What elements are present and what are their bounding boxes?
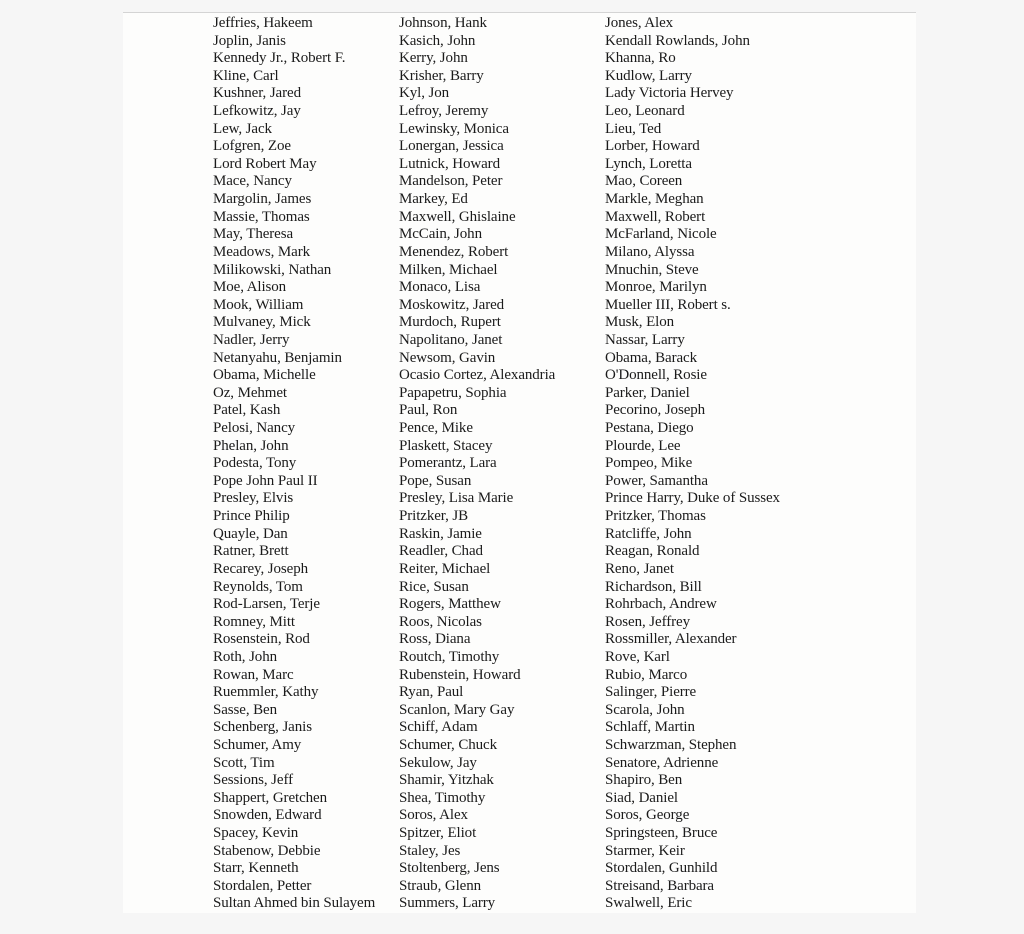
name-entry: Reiter, Michael — [399, 560, 491, 577]
name-entry: Schumer, Amy — [213, 736, 302, 753]
name-entry: Kennedy Jr., Robert F. — [213, 50, 346, 67]
name-entry: Schenberg, Janis — [213, 719, 312, 736]
name-entry: Reynolds, Tom — [213, 578, 303, 595]
name-entry: Lonergan, Jessica — [399, 138, 504, 155]
name-entry: Pence, Mike — [399, 420, 473, 437]
name-entry: Streisand, Barbara — [605, 877, 714, 894]
name-entry: Roth, John — [213, 648, 278, 665]
name-entry: Plaskett, Stacey — [399, 437, 493, 454]
name-entry: Moskowitz, Jared — [399, 296, 505, 313]
name-entry: Reagan, Ronald — [605, 543, 700, 560]
name-entry: Mao, Coreen — [605, 173, 683, 190]
name-entry: Pompeo, Mike — [605, 455, 693, 472]
name-entry: O'Donnell, Rosie — [605, 367, 707, 384]
name-entry: Pestana, Diego — [605, 420, 694, 437]
name-entry: Lefkowitz, Jay — [213, 103, 301, 120]
name-entry: Stordalen, Gunhild — [605, 860, 718, 877]
name-entry: Meadows, Mark — [213, 243, 311, 260]
name-entry: Musk, Elon — [605, 314, 675, 331]
name-entry: Patel, Kash — [213, 402, 281, 419]
name-column-2 — [399, 15, 555, 913]
name-entry: Pritzker, Thomas — [605, 508, 706, 525]
name-entry: Milano, Alyssa — [605, 243, 695, 260]
name-column-3 — [605, 15, 780, 913]
name-entry: Siad, Daniel — [605, 789, 678, 806]
name-entry: Recarey, Joseph — [213, 560, 308, 577]
name-entry: Spacey, Kevin — [213, 825, 299, 842]
name-entry: Spitzer, Eliot — [399, 825, 477, 842]
name-entry: Markle, Meghan — [605, 191, 704, 208]
name-entry: Jeffries, Hakeem — [213, 15, 313, 31]
name-entry: Lord Robert May — [213, 155, 317, 172]
name-entry: Presley, Lisa Marie — [399, 490, 514, 507]
name-entry: Lofgren, Zoe — [213, 138, 291, 155]
name-entry: Pope John Paul II — [213, 472, 318, 489]
name-entry: Margolin, James — [213, 191, 312, 208]
name-entry: Stordalen, Petter — [213, 877, 312, 894]
name-entry: Snowden, Edward — [213, 807, 322, 824]
name-entry: Swalwell, Eric — [605, 895, 692, 912]
name-entry: Rubenstein, Howard — [399, 666, 521, 683]
name-entry: Nassar, Larry — [605, 331, 685, 348]
name-entry: Ratcliffe, John — [605, 525, 692, 542]
name-entry: Lewinsky, Monica — [399, 120, 509, 137]
name-entry: Senatore, Adrienne — [605, 754, 719, 771]
name-entry: Lew, Jack — [213, 120, 272, 137]
name-entry: Rove, Karl — [605, 648, 670, 665]
name-entry: Rice, Susan — [399, 578, 469, 595]
name-entry: Romney, Mitt — [213, 613, 295, 630]
name-entry: Mace, Nancy — [213, 173, 292, 190]
scanned-name-list — [123, 12, 916, 913]
name-entry: Maxwell, Ghislaine — [399, 208, 516, 225]
name-entry: Mook, William — [213, 296, 304, 313]
name-entry: Lorber, Howard — [605, 138, 700, 155]
name-entry: Straub, Glenn — [399, 877, 482, 894]
name-entry: Kerry, John — [399, 50, 468, 67]
name-entry: McFarland, Nicole — [605, 226, 717, 243]
name-entry: Readler, Chad — [399, 543, 483, 560]
name-entry: Rosenstein, Rod — [213, 631, 310, 648]
name-entry: Rowan, Marc — [213, 666, 294, 683]
name-entry: Oz, Mehmet — [213, 384, 287, 401]
name-entry: McCain, John — [399, 226, 482, 243]
name-entry: Sasse, Ben — [213, 701, 277, 718]
name-entry: Pecorino, Joseph — [605, 402, 706, 419]
name-entry: Moe, Alison — [213, 279, 287, 296]
name-entry: Phelan, John — [213, 437, 289, 454]
name-entry: Krisher, Barry — [399, 67, 484, 84]
name-entry: Schwarzman, Stephen — [605, 736, 737, 753]
name-entry: Obama, Michelle — [213, 367, 316, 384]
name-entry: Richardson, Bill — [605, 578, 702, 595]
name-entry: May, Theresa — [213, 226, 294, 243]
name-entry: Lefroy, Jeremy — [399, 103, 489, 120]
name-entry: Sekulow, Jay — [399, 754, 477, 771]
name-entry: Monroe, Marilyn — [605, 279, 707, 296]
name-entry: Summers, Larry — [399, 895, 496, 912]
name-entry: Prince Philip — [213, 508, 290, 525]
name-entry: Staley, Jes — [399, 842, 461, 859]
name-entry: Roos, Nicolas — [399, 613, 482, 630]
name-entry: Prince Harry, Duke of Sussex — [605, 490, 780, 507]
name-entry: Starr, Kenneth — [213, 860, 299, 877]
name-entry: Newsom, Gavin — [399, 349, 496, 366]
name-entry: Starmer, Keir — [605, 842, 685, 859]
name-entry: Napolitano, Janet — [399, 331, 503, 348]
name-entry: Mnuchin, Steve — [605, 261, 699, 278]
name-entry: Shappert, Gretchen — [213, 789, 327, 806]
name-entry: Obama, Barack — [605, 349, 697, 366]
name-entry: Jones, Alex — [605, 15, 674, 31]
name-entry: Soros, Alex — [399, 807, 468, 824]
name-entry: Shapiro, Ben — [605, 772, 683, 789]
name-entry: Ryan, Paul — [399, 684, 464, 701]
name-entry: Leo, Leonard — [605, 103, 685, 120]
name-entry: Kline, Carl — [213, 67, 279, 84]
name-entry: Kendall Rowlands, John — [605, 32, 750, 49]
name-entry: Lieu, Ted — [605, 120, 662, 137]
name-entry: Podesta, Tony — [213, 455, 297, 472]
name-entry: Shea, Timothy — [399, 789, 486, 806]
name-entry: Mulvaney, Mick — [213, 314, 311, 331]
name-entry: Rubio, Marco — [605, 666, 688, 683]
name-entry: Rossmiller, Alexander — [605, 631, 737, 648]
name-entry: Sultan Ahmed bin Sulayem — [213, 895, 376, 912]
name-entry: Pomerantz, Lara — [399, 455, 497, 472]
name-entry: Nadler, Jerry — [213, 331, 290, 348]
name-entry: Springsteen, Bruce — [605, 825, 718, 842]
name-entry: Joplin, Janis — [213, 32, 286, 49]
name-entry: Rohrbach, Andrew — [605, 596, 717, 613]
name-entry: Quayle, Dan — [213, 525, 288, 542]
name-entry: Rogers, Matthew — [399, 596, 501, 613]
name-entry: Scott, Tim — [213, 754, 275, 771]
name-entry: Kushner, Jared — [213, 85, 301, 102]
name-entry: Scarola, John — [605, 701, 685, 718]
name-entry: Schlaff, Martin — [605, 719, 695, 736]
name-column-1 — [213, 15, 375, 913]
name-entry: Raskin, Jamie — [399, 525, 482, 542]
name-entry: Ocasio Cortez, Alexandria — [399, 367, 556, 384]
name-entry: Pope, Susan — [399, 472, 472, 489]
name-entry: Mueller III, Robert s. — [605, 296, 731, 313]
name-entry: Murdoch, Rupert — [399, 314, 501, 331]
name-entry: Rod-Larsen, Terje — [213, 596, 320, 613]
name-entry: Shamir, Yitzhak — [399, 772, 494, 789]
name-entry: Mandelson, Peter — [399, 173, 503, 190]
name-entry: Schumer, Chuck — [399, 736, 497, 753]
name-entry: Lady Victoria Hervey — [605, 85, 734, 102]
name-entry: Plourde, Lee — [605, 437, 681, 454]
name-entry: Khanna, Ro — [605, 50, 676, 67]
name-entry: Ratner, Brett — [213, 543, 289, 560]
name-entry: Routch, Timothy — [399, 648, 500, 665]
name-entry: Power, Samantha — [605, 472, 708, 489]
name-entry: Rosen, Jeffrey — [605, 613, 690, 630]
name-entry: Stoltenberg, Jens — [399, 860, 500, 877]
name-entry: Presley, Elvis — [213, 490, 294, 507]
name-entry: Pritzker, JB — [399, 508, 469, 525]
name-entry: Scanlon, Mary Gay — [399, 701, 515, 718]
name-entry: Menendez, Robert — [399, 243, 509, 260]
name-entry: Papapetru, Sophia — [399, 384, 507, 401]
name-entry: Ruemmler, Kathy — [213, 684, 319, 701]
name-entry: Milken, Michael — [399, 261, 498, 278]
name-entry: Salinger, Pierre — [605, 684, 697, 701]
name-entry: Netanyahu, Benjamin — [213, 349, 342, 366]
name-entry: Soros, George — [605, 807, 690, 824]
name-entry: Schiff, Adam — [399, 719, 478, 736]
name-entry: Lynch, Loretta — [605, 155, 692, 172]
name-entry: Markey, Ed — [399, 191, 468, 208]
name-entry: Johnson, Hank — [399, 15, 487, 31]
name-entry: Pelosi, Nancy — [213, 420, 296, 437]
name-entry: Monaco, Lisa — [399, 279, 481, 296]
name-entry: Massie, Thomas — [213, 208, 310, 225]
name-entry: Kasich, John — [399, 32, 476, 49]
name-entry: Maxwell, Robert — [605, 208, 706, 225]
name-entry: Ross, Diana — [399, 631, 471, 648]
name-entry: Lutnick, Howard — [399, 155, 500, 172]
name-entry: Paul, Ron — [399, 402, 458, 419]
name-entry: Parker, Daniel — [605, 384, 690, 401]
name-entry: Kyl, Jon — [399, 85, 450, 102]
name-entry: Kudlow, Larry — [605, 67, 692, 84]
name-entry: Sessions, Jeff — [213, 772, 293, 789]
name-entry: Milikowski, Nathan — [213, 261, 332, 278]
name-entry: Stabenow, Debbie — [213, 842, 321, 859]
name-entry: Reno, Janet — [605, 560, 674, 577]
